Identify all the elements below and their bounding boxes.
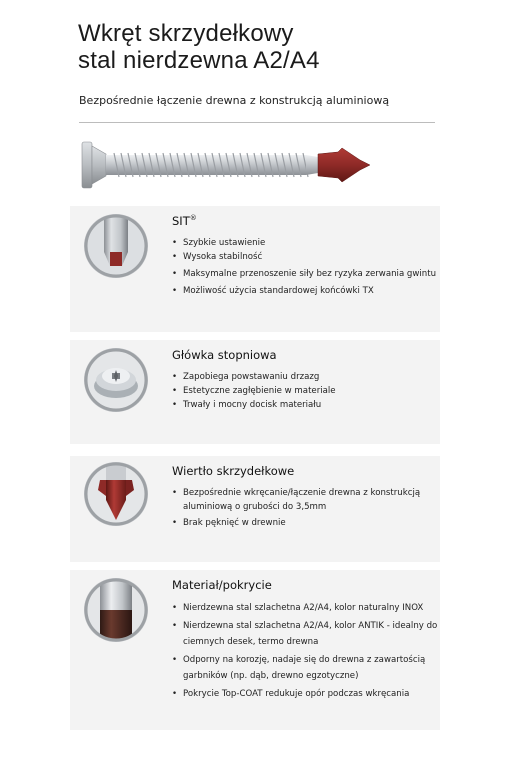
bullet-item: • Nierdzewna stal szlachetna A2/A4, kolor naturalny INOX [172, 600, 440, 616]
feature-bullet-list [172, 486, 440, 530]
screw-illustration [70, 130, 400, 200]
bullet-item: • Maksymalne przenoszenie siły bez ryzyka zerwania gwintu [172, 267, 440, 281]
bullet-item: • Możliwość użycia standardowej końcówki TX [172, 284, 440, 298]
bullet-item: • Estetyczne zagłębienie w materiale [172, 384, 440, 398]
bullet-item: • Trwały i mocny docisk materiału [172, 398, 440, 412]
wing-drill-icon [82, 460, 150, 528]
page-title-line-1: Wkręt skrzydełkowy [78, 20, 294, 47]
registered-mark: ® [189, 214, 197, 223]
feature-bullet-list [172, 370, 440, 412]
feature-title [172, 214, 197, 228]
bullet-item: • Pokrycie Top-COAT redukuje opór podczas wkręcania [172, 686, 440, 702]
bullet-item: • Brak pęknięć w drewnie [172, 516, 440, 530]
sit-thread-icon [82, 212, 150, 280]
page-title [78, 20, 320, 74]
bullet-item: • Zapobiega powstawaniu drzazg [172, 370, 440, 384]
material-coating-icon [82, 576, 150, 644]
feature-title-text: SIT [172, 214, 190, 228]
feature-material [70, 570, 440, 730]
bullet-item: • Szybkie ustawienie [172, 236, 440, 250]
feature-stepped-head [70, 340, 440, 444]
feature-sit [70, 206, 440, 332]
feature-bullet-list [172, 236, 440, 298]
feature-title: Główka stopniowa [172, 348, 277, 362]
bullet-item: • Wysoka stabilność [172, 250, 440, 264]
page-subtitle: Bezpośrednie łączenie drewna z konstrukcją aluminiową [79, 94, 390, 107]
page-title-line-2: stal nierdzewna A2/A4 [78, 47, 320, 74]
feature-wing-drill [70, 456, 440, 562]
feature-bullet-list [172, 600, 440, 702]
stepped-head-icon [82, 346, 150, 414]
feature-title: Materiał/pokrycie [172, 578, 272, 592]
bullet-item: • Bezpośrednie wkręcanie/łączenie drewna z konstrukcją aluminiową o grubości do 3,5mm [172, 486, 440, 514]
feature-title: Wiertło skrzydełkowe [172, 464, 295, 478]
bullet-item: • Odporny na korozję, nadaje się do drewna z zawartością garbników (np. dąb, drewno egzotyczne) [172, 652, 440, 684]
header-divider [79, 122, 435, 123]
bullet-item: • Nierdzewna stal szlachetna A2/A4, kolor ANTIK - idealny do ciemnych desek, termo drewna [172, 618, 440, 650]
